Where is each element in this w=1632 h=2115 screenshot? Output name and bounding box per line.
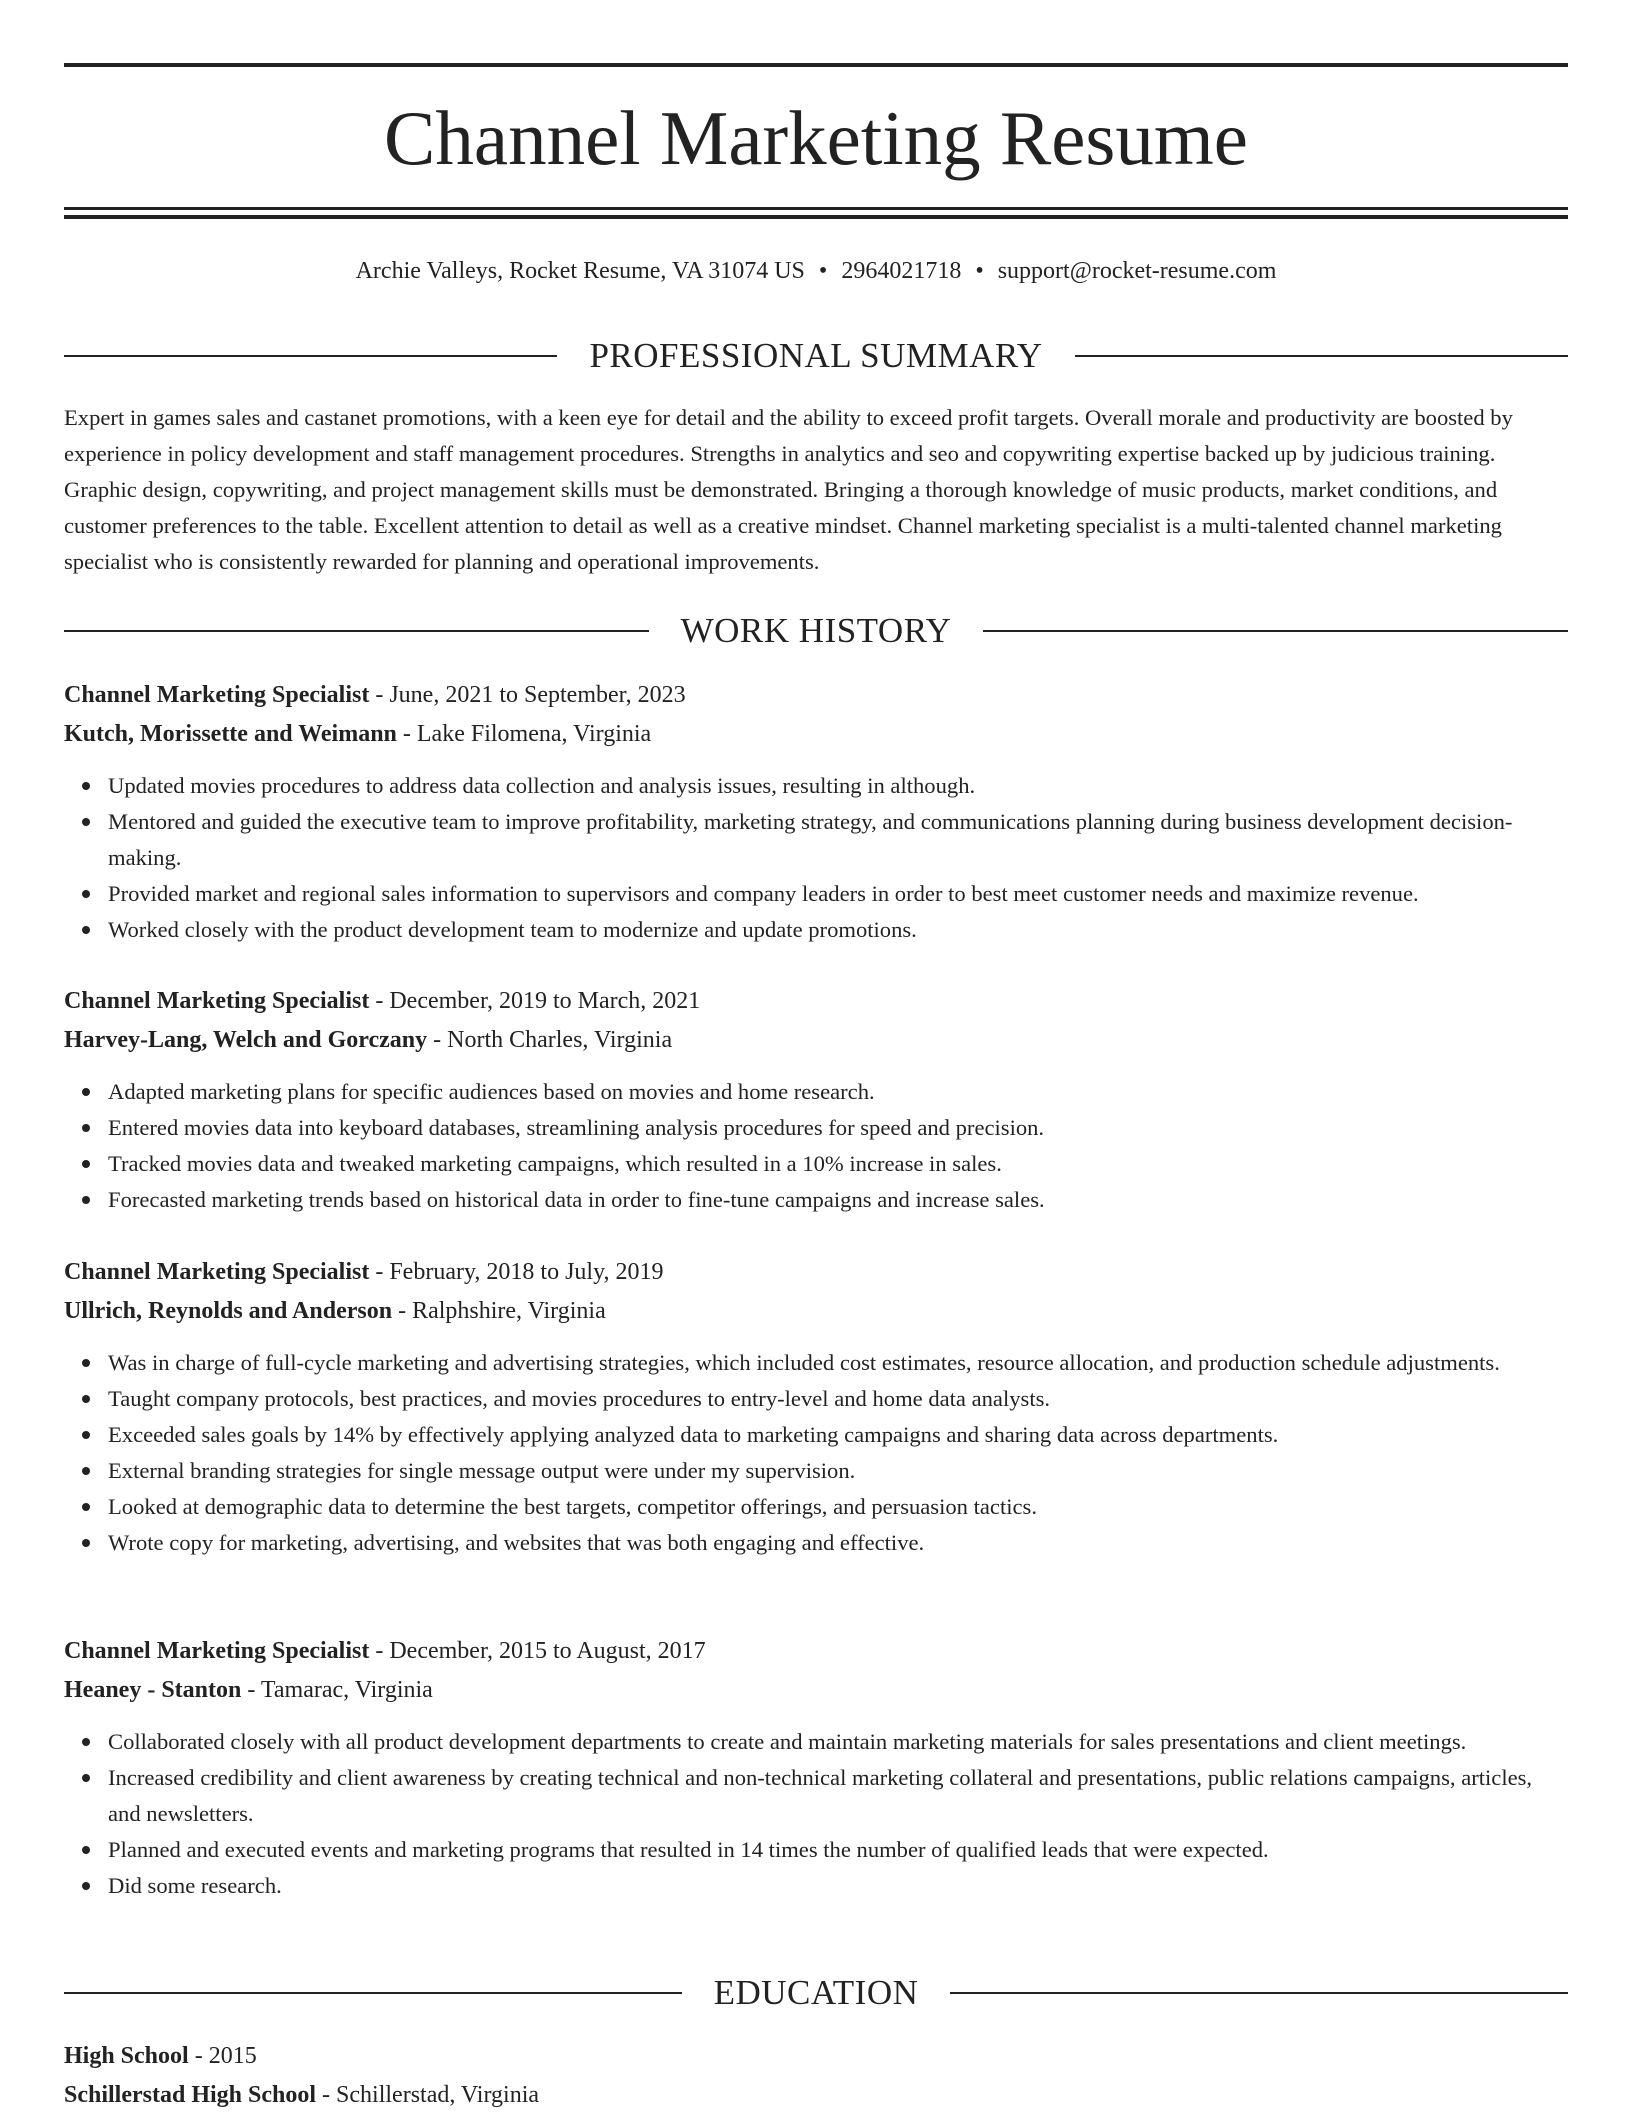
job-title: Channel Marketing Specialist [64, 1638, 370, 1664]
job-entry [64, 1253, 1568, 1561]
job-company-line [64, 1292, 1568, 1331]
list-item: Increased credibility and client awareness by creating technical and non-technical marketing collateral and presentations, public relations campaigns, articles, and newsletters. [108, 1760, 1568, 1832]
job-bullets [64, 1345, 1568, 1561]
list-item: Planned and executed events and marketing programs that resulted in 14 times the number of qualified leads that were expected. [108, 1832, 1568, 1868]
contact-email: support@rocket-resume.com [997, 258, 1277, 284]
education-year: - 2015 [188, 2043, 257, 2069]
list-item: Forecasted marketing trends based on historical data in order to fine-tune campaigns and increase sales. [108, 1182, 1568, 1218]
job-entry [64, 982, 1568, 1218]
list-item: Mentored and guided the executive team to improve profitability, marketing strategy, and communications planning during business development decision-making. [108, 804, 1568, 876]
list-item: Did some research. [108, 1868, 1568, 1904]
job-title: Channel Marketing Specialist [64, 682, 370, 708]
section-heading-work-history [64, 611, 1568, 651]
job-dates: - February, 2018 to July, 2019 [369, 1259, 664, 1285]
job-company: Kutch, Morissette and Weimann [64, 721, 397, 747]
heading-rule-right [983, 630, 1568, 632]
job-company-line [64, 1671, 1568, 1710]
job-dates: - June, 2021 to September, 2023 [369, 682, 686, 708]
section-heading-education [64, 1973, 1568, 2013]
section-heading-summary [64, 336, 1568, 376]
job-title-line [64, 1632, 1568, 1671]
education-school-line [64, 2076, 1568, 2115]
job-location: - Tamarac, Virginia [241, 1677, 433, 1703]
summary-text: Expert in games sales and castanet promotions, with a keen eye for detail and the ability to exceed profit targets. Overall morale and productivity are boosted by experience in policy development and staff management procedures. Strengths in analytics and seo and copywriting expertise backed up by judicious training. Graphic design, copywriting, and project management skills must be demonstrated. Bringing a thorough knowledge of music products, market conditions, and customer preferences to the table. Excellent attention to detail as well as a creative mindset. Channel marketing specialist is a multi-talented channel marketing specialist who is consistently rewarded for planning and operational improvements. [64, 405, 1513, 574]
job-bullets [64, 1074, 1568, 1218]
contact-address: Archie Valleys, Rocket Resume, VA 31074 US [355, 258, 805, 284]
list-item: Was in charge of full-cycle marketing and advertising strategies, which included cost estimates, resource allocation, and production schedule adjustments. [108, 1345, 1568, 1381]
job-title-line [64, 1253, 1568, 1292]
job-bullets [64, 768, 1568, 948]
list-item: Worked closely with the product development team to modernize and update promotions. [108, 912, 1568, 948]
job-company: Harvey-Lang, Welch and Gorczany [64, 1027, 428, 1053]
job-bullets [64, 1724, 1568, 1904]
education-degree-line [64, 2037, 1568, 2076]
job-dates: - December, 2019 to March, 2021 [369, 988, 701, 1014]
section-title: WORK HISTORY [680, 611, 952, 650]
page-title: Channel Marketing Resume [384, 95, 1248, 181]
section-title: EDUCATION [713, 1973, 919, 2012]
list-item: Tracked movies data and tweaked marketing campaigns, which resulted in a 10% increase in sales. [108, 1146, 1568, 1182]
job-entry [64, 1632, 1568, 1904]
title-rule-upper [64, 207, 1568, 210]
job-company: Ullrich, Reynolds and Anderson [64, 1298, 393, 1324]
job-title-line [64, 982, 1568, 1021]
top-rule [64, 63, 1568, 67]
contact-separator: • [975, 258, 984, 284]
job-location: - Ralphshire, Virginia [392, 1298, 606, 1324]
list-item: Collaborated closely with all product development departments to create and maintain marketing materials for sales presentations and client meetings. [108, 1724, 1568, 1760]
heading-rule-left [64, 1992, 682, 1994]
job-title: Channel Marketing Specialist [64, 988, 370, 1014]
list-item: Entered movies data into keyboard databases, streamlining analysis procedures for speed and precision. [108, 1110, 1568, 1146]
heading-rule-right [950, 1992, 1568, 1994]
job-company: Heaney - Stanton [64, 1677, 242, 1703]
list-item: External branding strategies for single message output were under my supervision. [108, 1453, 1568, 1489]
contact-phone: 2964021718 [841, 258, 962, 284]
education-location: - Schillerstad, Virginia [316, 2082, 540, 2108]
heading-rule-left [64, 630, 649, 632]
list-item: Wrote copy for marketing, advertising, and websites that was both engaging and effective. [108, 1525, 1568, 1561]
job-company-line [64, 1021, 1568, 1060]
job-location: - North Charles, Virginia [427, 1027, 673, 1053]
job-location: - Lake Filomena, Virginia [396, 721, 652, 747]
job-dates: - December, 2015 to August, 2017 [369, 1638, 706, 1664]
list-item: Adapted marketing plans for specific audiences based on movies and home research. [108, 1074, 1568, 1110]
list-item: Taught company protocols, best practices, and movies procedures to entry-level and home data analysts. [108, 1381, 1568, 1417]
section-title: PROFESSIONAL SUMMARY [589, 336, 1043, 375]
contact-line [64, 254, 1568, 288]
education-entry [64, 2037, 1568, 2115]
title-rule-lower [64, 215, 1568, 219]
list-item: Looked at demographic data to determine the best targets, competitor offerings, and persuasion tactics. [108, 1489, 1568, 1525]
list-item: Exceeded sales goals by 14% by effectively applying analyzed data to marketing campaigns and sharing data across departments. [108, 1417, 1568, 1453]
job-entry [64, 676, 1568, 948]
list-item: Provided market and regional sales information to supervisors and company leaders in order to best meet customer needs and maximize revenue. [108, 876, 1568, 912]
job-company-line [64, 715, 1568, 754]
education-school: Schillerstad High School [64, 2082, 317, 2108]
job-title-line [64, 676, 1568, 715]
heading-rule-left [64, 355, 557, 357]
list-item: Updated movies procedures to address data collection and analysis issues, resulting in although. [108, 768, 1568, 804]
education-degree: High School [64, 2043, 189, 2069]
contact-separator: • [818, 258, 828, 284]
job-title: Channel Marketing Specialist [64, 1259, 370, 1285]
heading-rule-right [1075, 355, 1568, 357]
